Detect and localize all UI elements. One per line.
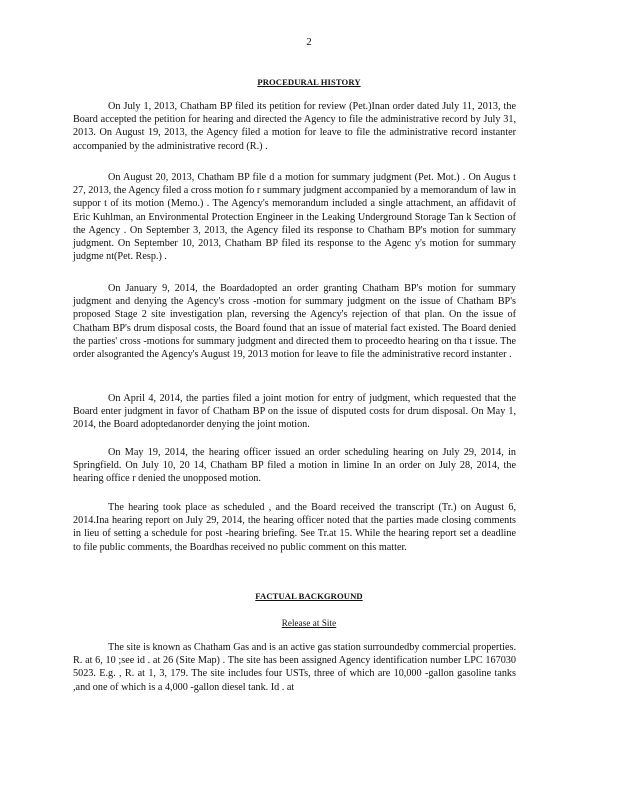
paragraph-5: On May 19, 2014, the hearing officer issued an order scheduling hearing on July 29, 2014, in Springfield. On July 10, 20 14, Chatham BP filed a motion in limine In an order on July 28, 2014, the hearing office r denied the unopposed motion. — [73, 447, 516, 485]
paragraph-7: The site is known as Chatham Gas and is an active gas station surroundedby commercial properties. R. at 6, 10 ;see id . at 26 (Site Map) . The site has been assigned Agency identification number LPC 167030 5023. E.g. , R. at 1, 3, 179. The site includes four USTs, three of which are 10,000 -gallon gasoline tanks ,and one of which is a 4,000 -gallon diesel tank. Id . at — [73, 642, 516, 693]
paragraph-2: On August 20, 2013, Chatham BP file d a motion for summary judgment (Pet. Mot.) . On Augus t 27, 2013, the Agency filed a cross motion fo r summary judgment accompanied by a memorandum of law in suppor t of its motion (Memo.) . The Agency's memorandum included a single attachment, an affidavit of Eric Kuhlman, an Environmental Protection Engineer in the Leaking Underground Storage Tan k Section of the Agency . On September 3, 2013, the Agency filed its response to Chatham BP's motion for summary judgment. On September 10, 2013, Chatham BP filed its response to the Agenc y's motion for summary judgme nt(Pet. Resp.) . — [73, 172, 516, 263]
paragraph-1: On July 1, 2013, Chatham BP filed its petition for review (Pet.)Inan order dated July 11, 2013, the Board accepted the petition for hearing and directed the Agency to file the administrative record by July 31, 2013. On August 19, 2013, the Agency filed a motion for leave to file the administrative record instanter accompanied by the administrative record (R.) . — [73, 101, 516, 152]
section-heading-procedural-history: PROCEDURAL HISTORY — [257, 77, 361, 87]
paragraph-3: On January 9, 2014, the Boardadopted an order granting Chatham BP's motion for summary judgment and denying the Agency's cross -motion for summary judgment on the issue of Chatham BP's proposed Stage 2 site investigation plan, reversing the Agency's rejection of that plan. On the issue of Chatham BP's drum disposal costs, the Board found that an issue of material fact existed. The Board denied the parties' cross -motions for summary judgment and directed them to proceedto hearing on tha t issue. The order alsogranted the Agency's August 19, 2013 motion for leave to file the administrative record instanter . — [73, 283, 516, 361]
section-heading-factual-background: FACTUAL BACKGROUND — [255, 591, 363, 601]
subsection-heading-release: Release at Site — [281, 618, 337, 628]
paragraph-4: On April 4, 2014, the parties filed a joint motion for entry of judgment, which requested that the Board enter judgment in favor of Chatham BP on the issue of disputed costs for drum disposal. On May 1, 2014, the Board adoptedanorder denying the joint motion. — [73, 393, 516, 431]
paragraph-6: The hearing took place as scheduled , and the Board received the transcript (Tr.) on August 6, 2014.Ina hearing report on July 29, 2014, the hearing officer noted that the parties made closing comments in lieu of setting a schedule for post -hearing briefing. See Tr.at 15. While the hearing report set a deadline to file public comments, the Boardhas received no public comment on this matter. — [73, 502, 516, 553]
page-number: 2 — [306, 36, 312, 48]
